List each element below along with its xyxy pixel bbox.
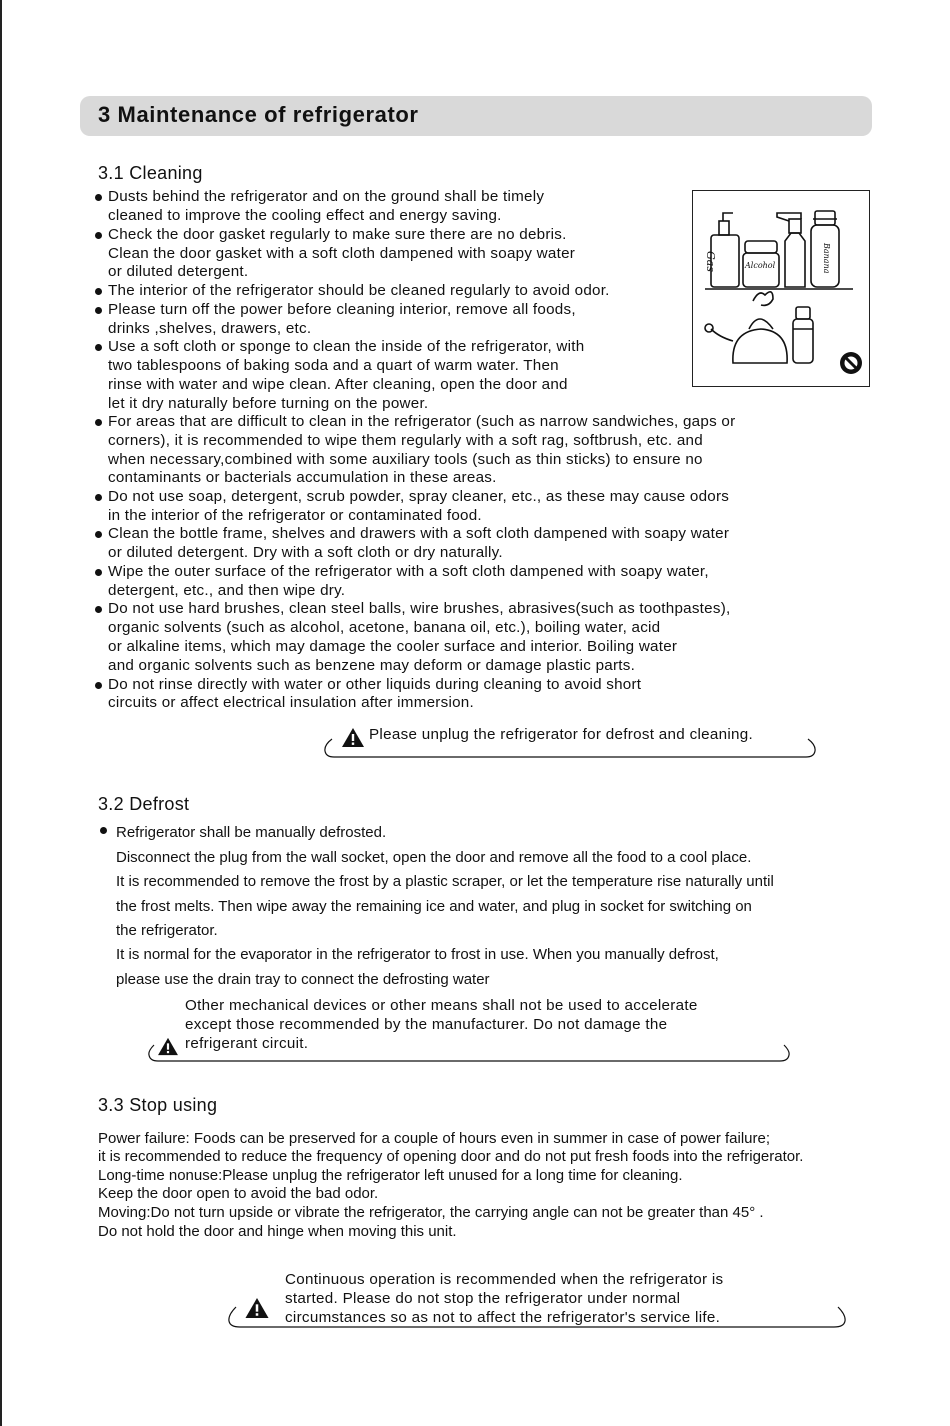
- gas-label: Gas: [704, 251, 717, 272]
- cleaning-title: 3.1 Cleaning: [98, 163, 203, 183]
- defrost-line: It is normal for the evaporator in the refrigerator to frost in use. When you manually defrost,: [116, 946, 719, 963]
- cleaning-line: Do not use soap, detergent, scrub powder, spray cleaner, etc., as these may cause odors: [108, 488, 730, 505]
- cleaning-line: rinse with water and wipe clean. After cleaning, open the door and: [108, 376, 568, 393]
- cleaning-line: corners), it is recommended to wipe them regularly with a soft rag, softbrush, etc. and: [108, 432, 703, 449]
- cleaning-line: Clean the door gasket with a soft cloth dampened with soapy water: [108, 245, 576, 262]
- defrost-line: please use the drain tray to connect the defrosting water: [116, 971, 490, 988]
- cleaning-line: organic solvents (such as alcohol, acetone, banana oil, etc.), boiling water, acid: [108, 619, 661, 636]
- page-left-rule: [0, 0, 2, 1426]
- cleaning-line: Use a soft cloth or sponge to clean the inside of the refrigerator, with: [108, 338, 585, 355]
- bullet-marker: [95, 531, 102, 538]
- cleaning-line: For areas that are difficult to clean in the refrigerator (such as narrow sandwiches, gaps or: [108, 413, 736, 430]
- cleaning-line: when necessary,combined with some auxiliary tools (such as thin sticks) to ensure no: [108, 451, 703, 468]
- bullet-marker: [95, 569, 102, 576]
- stop-using-warning-line: Continuous operation is recommended when the refrigerator is: [285, 1271, 724, 1288]
- cleaning-line: Do not rinse directly with water or other liquids during cleaning to avoid short: [108, 676, 642, 693]
- bullet-marker: [95, 494, 102, 501]
- cleaning-line: Clean the bottle frame, shelves and drawers with a soft cloth dampened with soapy water: [108, 525, 730, 542]
- cleaning-line: The interior of the refrigerator should be cleaned regularly to avoid odor.: [108, 282, 610, 299]
- stop-using-line: Keep the door open to avoid the bad odor.: [98, 1185, 379, 1202]
- bullet-marker: [100, 827, 107, 834]
- defrost-line: It is recommended to remove the frost by a plastic scraper, or let the temperature rise naturally until: [116, 873, 774, 890]
- cleaning-line: two tablespoons of baking soda and a quart of warm water. Then: [108, 357, 559, 374]
- bullet-marker: [95, 606, 102, 613]
- stop-using-warning-line: circumstances so as not to affect the refrigerator's service life.: [285, 1309, 721, 1326]
- bullet-marker: [95, 194, 102, 201]
- alcohol-label: Alcohol: [745, 261, 776, 270]
- cleaning-line: Please turn off the power before cleaning interior, remove all foods,: [108, 301, 576, 318]
- cleaning-line: Do not use hard brushes, clean steel balls, wire brushes, abrasives(such as toothpastes),: [108, 600, 731, 617]
- bullet-marker: [95, 232, 102, 239]
- stop-using-line: Moving:Do not turn upside or vibrate the refrigerator, the carrying angle can not be greater than 45° .: [98, 1204, 764, 1221]
- chemicals-prohibited-illustration: [692, 190, 870, 387]
- section-header-bar: [80, 96, 872, 136]
- banana-label: Banana: [822, 243, 831, 274]
- stop-using-warning-line: started. Please do not stop the refrigerator under normal: [285, 1290, 681, 1307]
- cleaning-line: contaminants or bacterials accumulation in these areas.: [108, 469, 497, 486]
- chemical-bottles-icon: [693, 191, 869, 386]
- cleaning-line: in the interior of the refrigerator or contaminated food.: [108, 507, 482, 524]
- bullet-marker: [95, 419, 102, 426]
- bullet-marker: [95, 682, 102, 689]
- defrost-line: Disconnect the plug from the wall socket, open the door and remove all the food to a cool place.: [116, 849, 752, 866]
- page-title: 3 Maintenance of refrigerator: [98, 102, 419, 127]
- cleaning-line: or alkaline items, which may damage the cooler surface and interior. Boiling water: [108, 638, 678, 655]
- cleaning-warning-text: Please unplug the refrigerator for defrost and cleaning.: [369, 726, 754, 743]
- warning-triangle-icon: [157, 1037, 179, 1056]
- cleaning-line: drinks ,shelves, drawers, etc.: [108, 320, 312, 337]
- warning-triangle-icon: [341, 727, 365, 748]
- defrost-line: the refrigerator.: [116, 922, 218, 939]
- bullet-marker: [95, 344, 102, 351]
- stop-using-line: Power failure: Foods can be preserved for a couple of hours even in summer in case of power failure;: [98, 1130, 771, 1147]
- cleaning-line: Check the door gasket regularly to make sure there are no debris.: [108, 226, 567, 243]
- defrost-warning-line: Other mechanical devices or other means shall not be used to accelerate: [185, 997, 698, 1014]
- stop-using-line: it is recommended to reduce the frequency of opening door and do not put fresh foods into the refrigerator.: [98, 1148, 804, 1165]
- cleaning-line: Wipe the outer surface of the refrigerator with a soft cloth dampened with soapy water,: [108, 563, 709, 580]
- defrost-warning-line: refrigerant circuit.: [185, 1035, 309, 1052]
- cleaning-line: circuits or affect electrical insulation after immersion.: [108, 694, 474, 711]
- defrost-line: Refrigerator shall be manually defrosted.: [116, 824, 387, 841]
- defrost-line: the frost melts. Then wipe away the remaining ice and water, and plug in socket for switching on: [116, 898, 752, 915]
- cleaning-line: cleaned to improve the cooling effect and energy saving.: [108, 207, 502, 224]
- cleaning-line: or diluted detergent. Dry with a soft cloth or dry naturally.: [108, 544, 503, 561]
- cleaning-line: or diluted detergent.: [108, 263, 249, 280]
- warning-triangle-icon: [244, 1297, 270, 1319]
- defrost-title: 3.2 Defrost: [98, 794, 190, 814]
- stop-using-line: Long-time nonuse:Please unplug the refrigerator left unused for a long time for cleaning.: [98, 1167, 683, 1184]
- cleaning-line: let it dry naturally before turning on the power.: [108, 395, 429, 412]
- defrost-warning-line: except those recommended by the manufacturer. Do not damage the: [185, 1016, 668, 1033]
- cleaning-line: Dusts behind the refrigerator and on the ground shall be timely: [108, 188, 545, 205]
- bullet-marker: [95, 307, 102, 314]
- stop-using-title: 3.3 Stop using: [98, 1095, 218, 1115]
- cleaning-line: and organic solvents such as benzene may deform or damage plastic parts.: [108, 657, 636, 674]
- cleaning-line: detergent, etc., and then wipe dry.: [108, 582, 346, 599]
- bullet-marker: [95, 288, 102, 295]
- stop-using-line: Do not hold the door and hinge when moving this unit.: [98, 1223, 457, 1240]
